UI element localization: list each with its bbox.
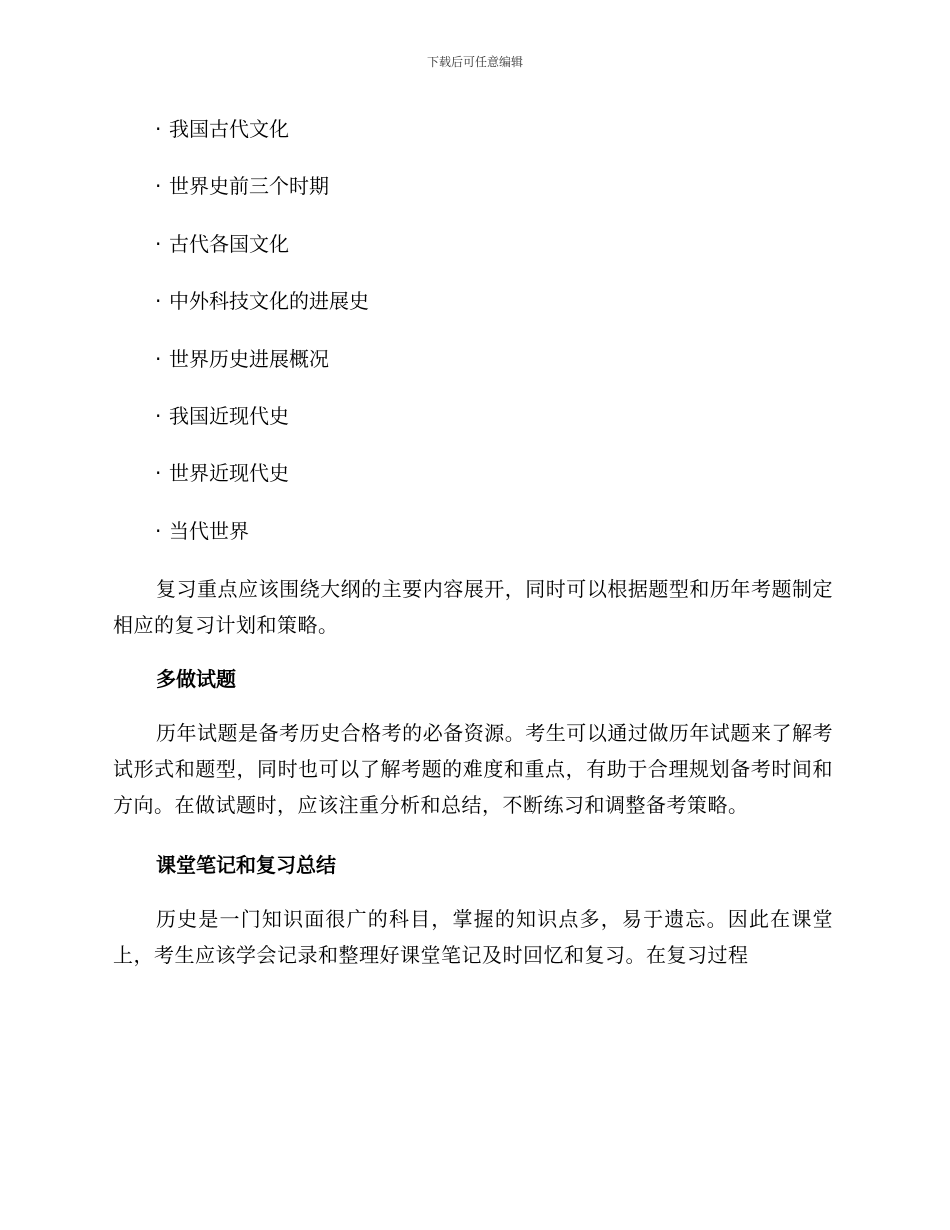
bullet-marker: · [155,403,162,428]
section-heading-practice: 多做试题 [156,667,236,691]
notes-paragraph: 历史是一门知识面很广的科目，掌握的知识点多，易于遗忘。因此在课堂上，考生应该学会记录和整理好课堂笔记及时回忆和复习。在复习过程 [113,907,833,967]
list-item-text: 中外科技文化的进展史 [169,289,369,314]
list-item [155,401,369,431]
list-item-text: 我国古代文化 [169,117,289,141]
list-item [155,344,369,374]
list-item [155,286,369,316]
list-item [155,458,369,488]
section-heading-notes: 课堂笔记和复习总结 [156,853,336,877]
bullet-marker: · [155,289,162,314]
bullet-marker: · [155,117,162,141]
list-item [155,114,369,144]
practice-paragraph: 历年试题是备考历史合格考的必备资源。考生可以通过做历年试题来了解考试形式和题型，同时也可以了解考题的难度和重点，有助于合理规划备考时间和方向。在做试题时，应该注重分析和总结，不断练习和调整备考策略。 [113,721,833,817]
page-header: 下载后可任意编辑 [426,55,523,69]
list-item-text: 世界历史进展概况 [169,346,329,371]
intro-paragraph: 复习重点应该围绕大纲的主要内容展开，同时可以根据题型和历年考题制定相应的复习计划和策略。 [113,577,833,637]
list-item [155,229,369,259]
list-item-text: 我国近现代史 [169,403,289,428]
bullet-marker: · [155,518,162,543]
list-item-text: 当代世界 [169,518,249,543]
list-item-text: 古代各国文化 [169,231,289,256]
list-item-text: 世界史前三个时期 [169,174,329,199]
bullet-marker: · [155,346,162,371]
list-item-text: 世界近现代史 [169,461,289,486]
list-item [155,516,369,546]
list-item [155,171,369,201]
bullet-marker: · [155,461,162,486]
bullet-marker: · [155,174,162,199]
bullet-marker: · [155,231,162,256]
document-body [113,571,833,991]
topic-bullet-list [155,114,369,573]
